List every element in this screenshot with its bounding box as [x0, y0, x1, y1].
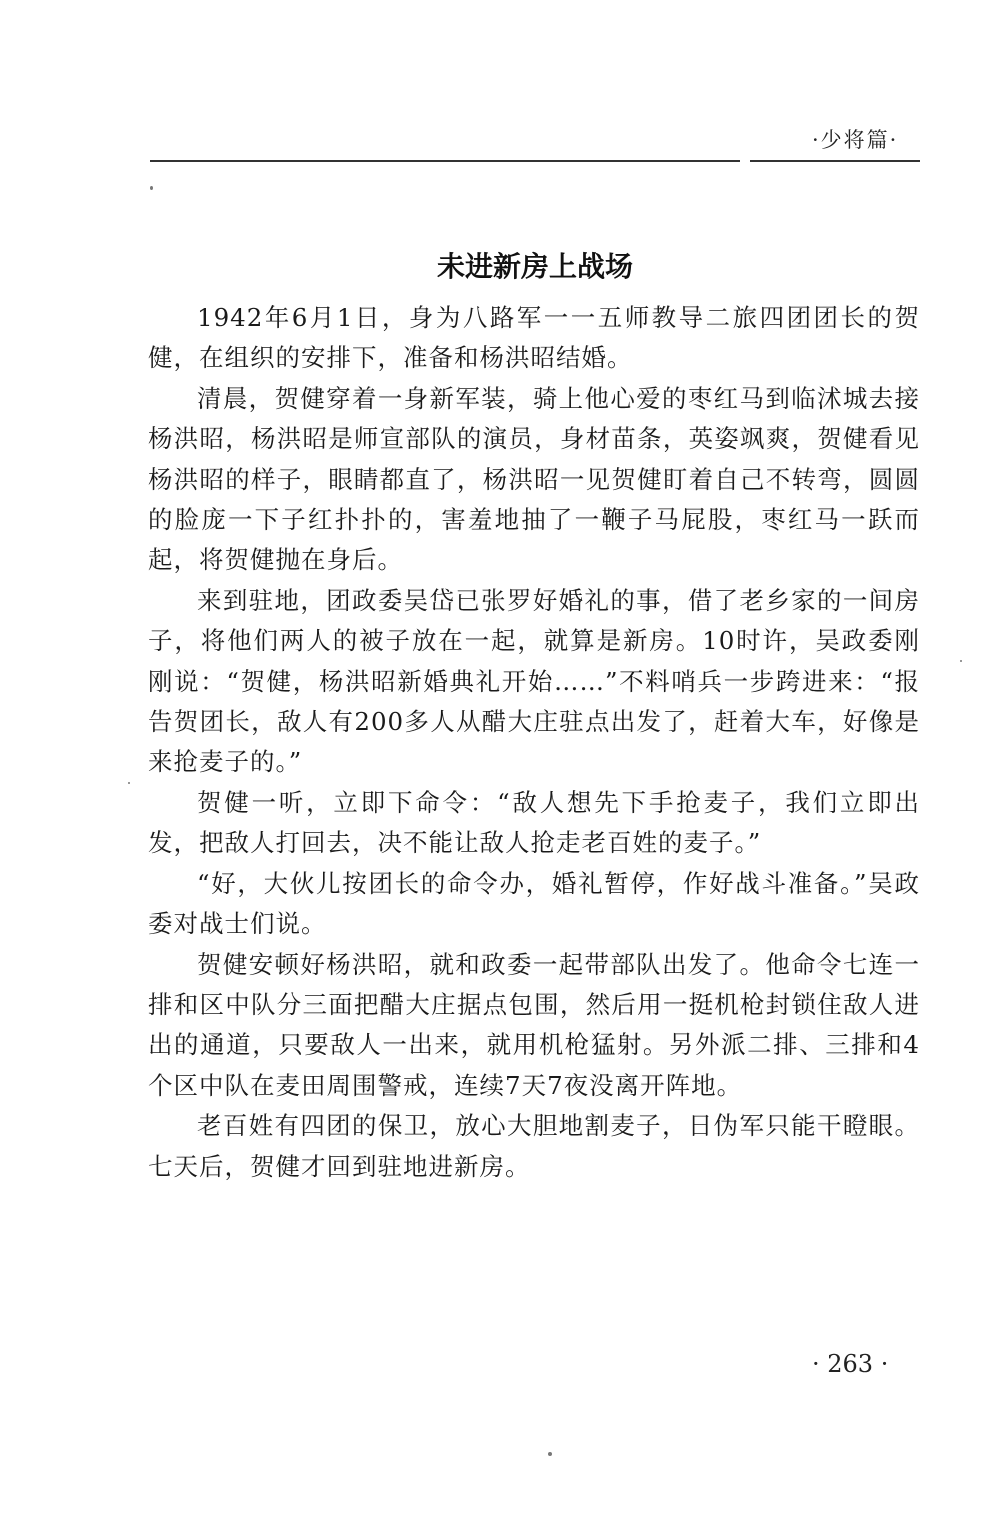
- paragraph-5: “好，大伙儿按团长的命令办，婚礼暂停，作好战斗准备。”吴政委对战士们说。: [148, 868, 920, 939]
- page-number: · 263 ·: [812, 1350, 889, 1378]
- running-header-section: ·少将篇·: [812, 128, 899, 152]
- scan-speck: [128, 782, 130, 784]
- article-title: 未进新房上战场: [436, 250, 633, 283]
- paragraph-1: 1942年6月1日，身为八路军一一五师教导二旅四团团长的贺健，在组织的安排下，准备和杨洪昭结婚。: [148, 303, 920, 373]
- paragraph-4: 贺健一听，立即下命令：“敌人想先下手抢麦子，我们立即出发，把敌人打回去，决不能让敌人抢走老百姓的麦子。”: [148, 787, 920, 858]
- paragraph-6: 贺健安顿好杨洪昭，就和政委一起带部队出发了。他命令七连一排和区中队分三面把醋大庄据点包围，然后用一挺机枪封锁住敌人进出的通道，只要敌人一出来，就用机枪猛射。另外派二排、三排和4个区中队在麦田周围警戒，连续7天7夜没离开阵地。: [148, 949, 920, 1100]
- scan-speck: [548, 1452, 552, 1456]
- scan-speck: [960, 660, 962, 662]
- paragraph-3: 来到驻地，团政委吴岱已张罗好婚礼的事，借了老乡家的一间房子，将他们两人的被子放在一起，就算是新房。10时许，吴政委刚刚说：“贺健，杨洪昭新婚典礼开始……”不料哨兵一步跨进来：“报告贺团长，敌人有200多人从醋大庄驻点出发了，赶着大车，好像是来抢麦子的。”: [148, 585, 920, 777]
- article-body: [148, 298, 920, 1187]
- header-rule-right: [750, 160, 920, 162]
- header-rule-left: [150, 160, 740, 162]
- scan-speck: [150, 186, 153, 190]
- paragraph-2: 清晨，贺健穿着一身新军装，骑上他心爱的枣红马到临沭城去接杨洪昭，杨洪昭是师宣部队的演员，身材苗条，英姿飒爽，贺健看见杨洪昭的样子，眼睛都直了，杨洪昭一见贺健盯着自己不转弯，圆圆的脸庞一下子红扑扑的，害羞地抽了一鞭子马屁股，枣红马一跃而起，将贺健抛在身后。: [148, 383, 920, 575]
- paragraph-7: 老百姓有四团的保卫，放心大胆地割麦子，日伪军只能干瞪眼。七天后，贺健才回到驻地进新房。: [148, 1111, 920, 1181]
